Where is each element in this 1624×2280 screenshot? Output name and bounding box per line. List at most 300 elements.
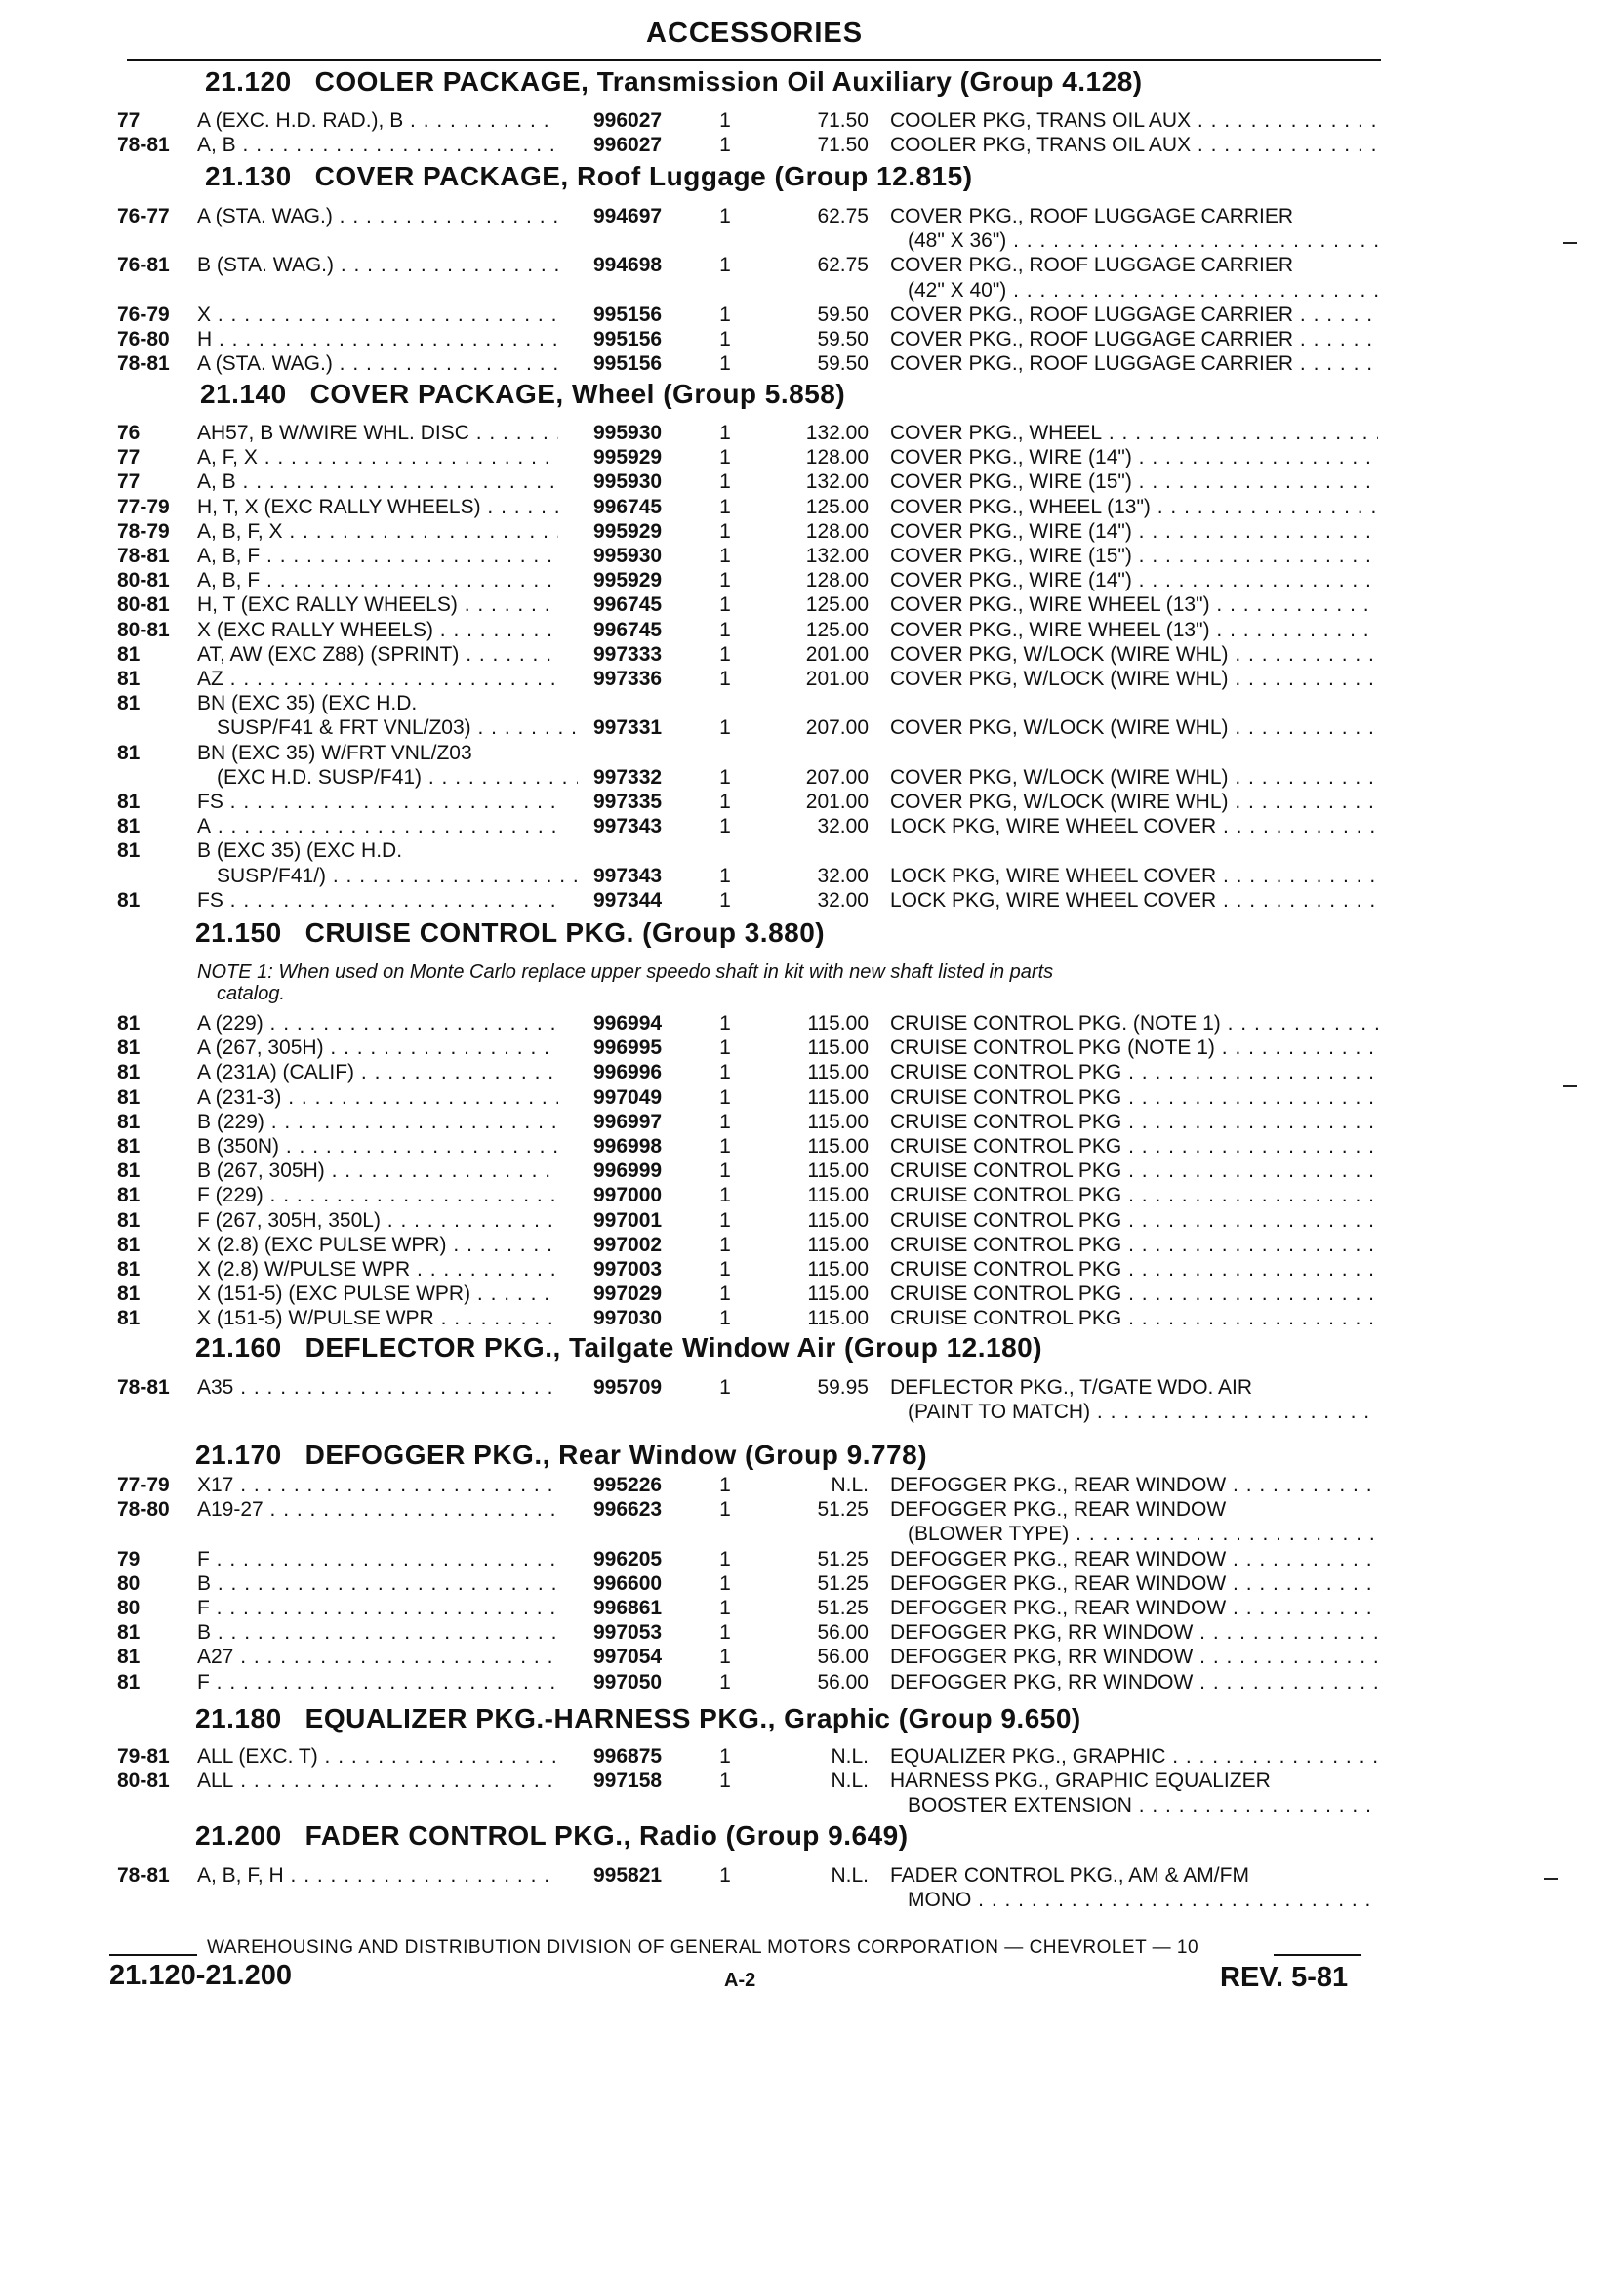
price-cell: N.L. xyxy=(831,1474,869,1496)
years-cell: 81 xyxy=(117,1646,141,1669)
description-cell: CRUISE CONTROL PKG . . . xyxy=(890,1086,1378,1110)
models-cell: F . . . xyxy=(197,1597,558,1620)
section-title xyxy=(195,1820,909,1852)
description-cell: COVER PKG., ROOF LUGGAGE CARRIER xyxy=(890,254,1294,277)
models-cell: X (2.8) W/PULSE WPR . . . xyxy=(197,1258,558,1282)
years-cell: 77 xyxy=(117,446,141,469)
models-cell: H . . . xyxy=(197,328,558,351)
price-cell: 32.00 xyxy=(817,815,869,838)
price-cell: 115.00 xyxy=(807,1037,869,1060)
part-number-cell: 997054 xyxy=(593,1646,663,1669)
price-cell: 128.00 xyxy=(805,446,869,469)
quantity-cell: 1 xyxy=(719,1474,731,1496)
table-row xyxy=(0,1061,1624,1086)
section-number: 21.160 xyxy=(195,1332,282,1363)
years-cell: 80 xyxy=(117,1571,141,1595)
part-number-cell: 996995 xyxy=(593,1037,663,1060)
part-number-cell: 997000 xyxy=(593,1184,663,1207)
models-cell: A, B . . . xyxy=(197,470,558,494)
years-cell: 80-81 xyxy=(117,1770,170,1793)
table-row xyxy=(0,1548,1624,1573)
quantity-cell: 1 xyxy=(719,422,731,444)
description-cell: COVER PKG, W/LOCK (WIRE WHL) . . . xyxy=(890,716,1378,740)
price-cell: N.L. xyxy=(831,1770,869,1793)
models-cell: BN (EXC 35) (EXC H.D. xyxy=(197,692,418,715)
description-cell: COVER PKG., WIRE (15") . . . xyxy=(890,470,1378,494)
description-cell: CRUISE CONTROL PKG . . . xyxy=(890,1111,1378,1134)
margin-mark xyxy=(1563,242,1577,244)
description-cell: DEFOGGER PKG., REAR WINDOW . . . xyxy=(890,1597,1378,1620)
section-heading: DEFOGGER PKG., Rear Window (Group 9.778) xyxy=(304,1440,928,1470)
section-title xyxy=(195,1440,927,1471)
models-cell: B (267, 305H) . . . xyxy=(197,1160,558,1183)
part-number-cell: 996994 xyxy=(593,1012,663,1035)
section-heading: CRUISE CONTROL PKG. (Group 3.880) xyxy=(304,917,826,948)
table-row xyxy=(0,791,1624,816)
part-number-cell: 997331 xyxy=(593,716,663,740)
description-cell-continued: (PAINT TO MATCH) . . . xyxy=(908,1401,1378,1424)
models-cell: BN (EXC 35) W/FRT VNL/Z03 xyxy=(197,741,472,764)
years-cell: 76-77 xyxy=(117,205,170,227)
quantity-cell: 1 xyxy=(719,254,731,277)
price-cell: 51.25 xyxy=(817,1498,869,1522)
table-row xyxy=(0,446,1624,471)
price-cell: 115.00 xyxy=(807,1307,869,1330)
section-title xyxy=(195,917,825,949)
quantity-cell: 1 xyxy=(719,1208,731,1232)
price-cell: 125.00 xyxy=(805,495,869,518)
models-cell: B (350N) . . . xyxy=(197,1135,558,1159)
models-cell: A . . . xyxy=(197,815,558,838)
margin-mark xyxy=(1544,1878,1558,1880)
years-cell: 80-81 xyxy=(117,618,170,641)
table-row xyxy=(0,1184,1624,1209)
years-cell: 81 xyxy=(117,1621,141,1645)
price-cell: 59.50 xyxy=(817,303,869,326)
models-cell: X (151-5) (EXC PULSE WPR) . . . xyxy=(197,1282,558,1306)
quantity-cell: 1 xyxy=(719,1597,731,1619)
years-cell: 81 xyxy=(117,1110,141,1133)
margin-mark xyxy=(1563,1085,1577,1087)
quantity-cell: 1 xyxy=(719,519,731,543)
quantity-cell: 1 xyxy=(719,888,731,912)
years-cell: 81 xyxy=(117,1184,141,1207)
price-cell: 71.50 xyxy=(817,134,869,157)
part-number-cell: 996745 xyxy=(593,593,663,617)
models-cell: A27 . . . xyxy=(197,1646,558,1669)
years-cell: 78-80 xyxy=(117,1498,170,1522)
part-number-cell: 995156 xyxy=(593,328,663,350)
section-heading: FADER CONTROL PKG., Radio (Group 9.649) xyxy=(304,1820,909,1851)
models-cell: A19-27 . . . xyxy=(197,1498,558,1522)
models-cell: A, B, F . . . xyxy=(197,545,558,568)
price-cell: 201.00 xyxy=(805,642,869,666)
section-title xyxy=(205,161,973,192)
table-row xyxy=(0,619,1624,644)
models-cell: F (229) . . . xyxy=(197,1184,558,1207)
part-number-cell: 996745 xyxy=(593,618,663,641)
description-cell: DEFOGGER PKG, RR WINDOW . . . xyxy=(890,1671,1378,1694)
price-cell: 32.00 xyxy=(817,888,869,912)
table-row xyxy=(0,1012,1624,1038)
models-cell-continued: (EXC H.D. SUSP/F41) . . . xyxy=(217,766,578,790)
table-row xyxy=(0,1376,1624,1402)
table-row xyxy=(0,304,1624,329)
years-cell: 81 xyxy=(117,1061,141,1084)
table-row-continued xyxy=(0,1523,1624,1548)
part-number-cell: 997050 xyxy=(593,1670,663,1693)
table-row xyxy=(0,1745,1624,1771)
description-cell: DEFOGGER PKG, RR WINDOW . . . xyxy=(890,1621,1378,1645)
quantity-cell: 1 xyxy=(719,495,731,518)
price-cell: 132.00 xyxy=(805,470,869,494)
description-cell: CRUISE CONTROL PKG . . . xyxy=(890,1282,1378,1306)
models-cell: F . . . xyxy=(197,1671,558,1694)
table-row xyxy=(0,569,1624,594)
models-cell: ALL (EXC. T) . . . xyxy=(197,1745,558,1769)
quantity-cell: 1 xyxy=(719,815,731,838)
part-number-cell: 996861 xyxy=(593,1597,663,1619)
models-cell: FS . . . xyxy=(197,889,558,913)
price-cell: 115.00 xyxy=(807,1135,869,1158)
table-row xyxy=(0,520,1624,546)
years-cell: 81 xyxy=(117,642,141,666)
table-row xyxy=(0,1597,1624,1622)
table-row xyxy=(0,422,1624,447)
table-row xyxy=(0,1258,1624,1283)
quantity-cell: 1 xyxy=(719,446,731,469)
description-cell: CRUISE CONTROL PKG (NOTE 1) . . . xyxy=(890,1037,1378,1060)
quantity-cell: 1 xyxy=(719,205,731,227)
table-row xyxy=(0,815,1624,840)
models-cell: X (151-5) W/PULSE WPR . . . xyxy=(197,1307,558,1330)
description-cell: COVER PKG., WHEEL (13") . . . xyxy=(890,496,1378,519)
table-row xyxy=(0,692,1624,717)
quantity-cell: 1 xyxy=(719,1258,731,1281)
models-cell: A, B, F, H . . . xyxy=(197,1864,558,1888)
price-cell: 51.25 xyxy=(817,1597,869,1619)
models-cell: F . . . xyxy=(197,1548,558,1571)
table-row xyxy=(0,496,1624,521)
table-row xyxy=(0,1282,1624,1308)
section-heading: DEFLECTOR PKG., Tailgate Window Air (Group 12.180) xyxy=(304,1332,1043,1363)
quantity-cell: 1 xyxy=(719,352,731,376)
description-cell: CRUISE CONTROL PKG . . . xyxy=(890,1135,1378,1159)
price-cell: 56.00 xyxy=(817,1621,869,1645)
table-row xyxy=(0,742,1624,767)
price-cell: 115.00 xyxy=(807,1208,869,1232)
description-cell: COVER PKG, W/LOCK (WIRE WHL) . . . xyxy=(890,766,1378,790)
section-title xyxy=(200,379,845,410)
price-cell: 128.00 xyxy=(805,519,869,543)
models-cell: F (267, 305H, 350L) . . . xyxy=(197,1209,558,1233)
years-cell: 81 xyxy=(117,1012,141,1035)
years-cell: 76-79 xyxy=(117,303,170,326)
description-cell: COOLER PKG, TRANS OIL AUX . . . xyxy=(890,134,1378,157)
years-cell: 81 xyxy=(117,1208,141,1232)
quantity-cell: 1 xyxy=(719,1571,731,1595)
section-number: 21.150 xyxy=(195,917,282,948)
table-row-continued xyxy=(0,766,1624,792)
section-heading: COVER PACKAGE, Roof Luggage (Group 12.815) xyxy=(314,161,973,191)
footer-page-number: A-2 xyxy=(724,1970,756,1991)
models-cell: A, B, F . . . xyxy=(197,569,558,592)
price-cell: 56.00 xyxy=(817,1670,869,1693)
part-number-cell: 997344 xyxy=(593,888,663,912)
table-row-continued xyxy=(0,279,1624,305)
quantity-cell: 1 xyxy=(719,1547,731,1570)
part-number-cell: 995156 xyxy=(593,352,663,376)
quantity-cell: 1 xyxy=(719,134,731,157)
part-number-cell: 997002 xyxy=(593,1233,663,1256)
models-cell: B . . . xyxy=(197,1621,558,1645)
quantity-cell: 1 xyxy=(719,1646,731,1669)
models-cell-continued: SUSP/F41 & FRT VNL/Z03) . . . xyxy=(217,716,578,740)
quantity-cell: 1 xyxy=(719,109,731,132)
description-cell: COVER PKG., ROOF LUGGAGE CARRIER . . . xyxy=(890,328,1378,351)
models-cell: H, T, X (EXC RALLY WHEELS) . . . xyxy=(197,496,558,519)
section-title xyxy=(205,66,1143,98)
price-cell: 125.00 xyxy=(805,618,869,641)
part-number-cell: 997030 xyxy=(593,1307,663,1330)
table-row xyxy=(0,1646,1624,1671)
quantity-cell: 1 xyxy=(719,1670,731,1693)
price-cell: 201.00 xyxy=(805,791,869,813)
description-cell: CRUISE CONTROL PKG . . . xyxy=(890,1184,1378,1207)
models-cell: FS . . . xyxy=(197,791,558,814)
section-heading: COOLER PACKAGE, Transmission Oil Auxiliary (Group 4.128) xyxy=(314,66,1143,97)
models-cell: A (EXC. H.D. RAD.), B . . . xyxy=(197,109,558,133)
years-cell: 76-80 xyxy=(117,328,170,350)
part-number-cell: 995930 xyxy=(593,545,663,567)
description-cell: DEFOGGER PKG., REAR WINDOW xyxy=(890,1498,1227,1522)
section-title xyxy=(195,1332,1042,1364)
quantity-cell: 1 xyxy=(719,1110,731,1133)
models-cell: A (231-3) . . . xyxy=(197,1086,558,1110)
section-number: 21.180 xyxy=(195,1703,282,1733)
price-cell: 115.00 xyxy=(807,1233,869,1256)
description-cell: COVER PKG., WIRE WHEEL (13") . . . xyxy=(890,593,1378,617)
price-cell: 51.25 xyxy=(817,1547,869,1570)
years-cell: 81 xyxy=(117,1307,141,1330)
table-row xyxy=(0,352,1624,378)
models-cell: A, F, X . . . xyxy=(197,446,558,469)
description-cell: COVER PKG., ROOF LUGGAGE CARRIER . . . xyxy=(890,304,1378,327)
table-row xyxy=(0,1671,1624,1696)
description-cell-continued: MONO . . . xyxy=(908,1889,1378,1912)
quantity-cell: 1 xyxy=(719,1135,731,1158)
table-row xyxy=(0,1135,1624,1160)
footer-revision: REV. 5-81 xyxy=(1220,1962,1349,1993)
description-cell: DEFOGGER PKG., REAR WINDOW . . . xyxy=(890,1572,1378,1596)
years-cell: 81 xyxy=(117,1282,141,1306)
table-row xyxy=(0,328,1624,353)
quantity-cell: 1 xyxy=(719,593,731,617)
quantity-cell: 1 xyxy=(719,1864,731,1887)
part-number-cell: 995930 xyxy=(593,470,663,494)
description-cell: LOCK PKG, WIRE WHEEL COVER . . . xyxy=(890,865,1378,888)
table-row xyxy=(0,1307,1624,1332)
description-cell-continued: (BLOWER TYPE) . . . xyxy=(908,1523,1378,1546)
description-cell: CRUISE CONTROL PKG . . . xyxy=(890,1160,1378,1183)
table-row xyxy=(0,1474,1624,1499)
price-cell: 125.00 xyxy=(805,593,869,617)
years-cell: 78-81 xyxy=(117,352,170,376)
quantity-cell: 1 xyxy=(719,1037,731,1060)
quantity-cell: 1 xyxy=(719,545,731,567)
years-cell: 81 xyxy=(117,815,141,838)
part-number-cell: 997333 xyxy=(593,642,663,666)
years-cell: 76-81 xyxy=(117,254,170,277)
part-number-cell: 997336 xyxy=(593,668,663,690)
price-cell: 32.00 xyxy=(817,864,869,887)
price-cell: 59.95 xyxy=(817,1376,869,1399)
years-cell: 77-79 xyxy=(117,1474,170,1496)
table-row-continued xyxy=(0,865,1624,890)
part-number-cell: 997332 xyxy=(593,765,663,789)
years-cell: 81 xyxy=(117,839,141,863)
section-note: NOTE 1: When used on Monte Carlo replace upper speedo shaft in kit with new shaft listed in parts xyxy=(197,961,1054,983)
section-number: 21.170 xyxy=(195,1440,282,1470)
part-number-cell: 996999 xyxy=(593,1160,663,1183)
table-row-continued xyxy=(0,1889,1624,1914)
part-number-cell: 995930 xyxy=(593,422,663,444)
description-cell: CRUISE CONTROL PKG . . . xyxy=(890,1258,1378,1282)
description-cell: CRUISE CONTROL PKG . . . xyxy=(890,1307,1378,1330)
part-number-cell: 997029 xyxy=(593,1282,663,1306)
table-row xyxy=(0,1770,1624,1795)
price-cell: 115.00 xyxy=(807,1184,869,1207)
description-cell: COVER PKG., ROOF LUGGAGE CARRIER xyxy=(890,205,1294,227)
price-cell: 115.00 xyxy=(807,1282,869,1306)
years-cell: 79-81 xyxy=(117,1745,170,1768)
description-cell-continued: (48" X 36") . . . xyxy=(908,229,1378,253)
table-row xyxy=(0,668,1624,693)
description-cell: COVER PKG., WHEEL . . . xyxy=(890,422,1378,445)
years-cell: 81 xyxy=(117,1160,141,1183)
section-title xyxy=(195,1703,1081,1734)
table-row xyxy=(0,593,1624,619)
years-cell: 81 xyxy=(117,1258,141,1281)
part-number-cell: 994697 xyxy=(593,205,663,227)
models-cell: A, B . . . xyxy=(197,134,558,157)
table-row xyxy=(0,1037,1624,1062)
part-number-cell: 995821 xyxy=(593,1864,663,1887)
part-number-cell: 995929 xyxy=(593,519,663,543)
description-cell: COOLER PKG, TRANS OIL AUX . . . xyxy=(890,109,1378,133)
price-cell: 201.00 xyxy=(805,668,869,690)
table-row xyxy=(0,643,1624,669)
section-number: 21.130 xyxy=(205,161,292,191)
quantity-cell: 1 xyxy=(719,328,731,350)
part-number-cell: 996623 xyxy=(593,1498,663,1522)
footer-rule-left xyxy=(109,1954,197,1956)
models-cell: X17 . . . xyxy=(197,1474,558,1497)
description-cell: COVER PKG., WIRE (15") . . . xyxy=(890,545,1378,568)
part-number-cell: 995226 xyxy=(593,1474,663,1496)
years-cell: 81 xyxy=(117,888,141,912)
quantity-cell: 1 xyxy=(719,618,731,641)
part-number-cell: 996600 xyxy=(593,1571,663,1595)
years-cell: 81 xyxy=(117,1233,141,1256)
models-cell: AZ . . . xyxy=(197,668,558,691)
years-cell: 78-81 xyxy=(117,134,170,157)
price-cell: 59.50 xyxy=(817,328,869,350)
part-number-cell: 996996 xyxy=(593,1061,663,1084)
table-row xyxy=(0,470,1624,496)
models-cell: B . . . xyxy=(197,1572,558,1596)
table-row xyxy=(0,254,1624,279)
years-cell: 77-79 xyxy=(117,495,170,518)
description-cell: DEFOGGER PKG., REAR WINDOW . . . xyxy=(890,1548,1378,1571)
table-row xyxy=(0,1621,1624,1647)
quantity-cell: 1 xyxy=(719,1745,731,1768)
price-cell: 207.00 xyxy=(805,716,869,740)
years-cell: 78-81 xyxy=(117,545,170,567)
description-cell: COVER PKG., WIRE (14") . . . xyxy=(890,569,1378,592)
models-cell: X . . . xyxy=(197,304,558,327)
page-header: ACCESSORIES xyxy=(646,18,864,49)
table-row xyxy=(0,1209,1624,1235)
section-number: 21.120 xyxy=(205,66,292,97)
years-cell: 81 xyxy=(117,1085,141,1109)
price-cell: 56.00 xyxy=(817,1646,869,1669)
description-cell: DEFOGGER PKG., REAR WINDOW . . . xyxy=(890,1474,1378,1497)
description-cell: COVER PKG., WIRE (14") . . . xyxy=(890,446,1378,469)
description-cell: CRUISE CONTROL PKG . . . xyxy=(890,1209,1378,1233)
part-number-cell: 997343 xyxy=(593,815,663,838)
part-number-cell: 997053 xyxy=(593,1621,663,1645)
price-cell: 62.75 xyxy=(817,254,869,277)
quantity-cell: 1 xyxy=(719,1061,731,1084)
table-row xyxy=(0,205,1624,230)
quantity-cell: 1 xyxy=(719,1376,731,1399)
part-number-cell: 995156 xyxy=(593,303,663,326)
price-cell: 115.00 xyxy=(807,1061,869,1084)
description-cell: LOCK PKG, WIRE WHEEL COVER . . . xyxy=(890,889,1378,913)
models-cell: B (STA. WAG.) . . . xyxy=(197,254,558,277)
models-cell: B (229) . . . xyxy=(197,1111,558,1134)
description-cell-continued: (42" X 40") . . . xyxy=(908,279,1378,303)
part-number-cell: 997158 xyxy=(593,1770,663,1793)
quantity-cell: 1 xyxy=(719,1012,731,1035)
header-rule xyxy=(127,59,1381,61)
models-cell: A (229) . . . xyxy=(197,1012,558,1036)
table-row xyxy=(0,1864,1624,1890)
models-cell: A (267, 305H) . . . xyxy=(197,1037,558,1060)
description-cell: EQUALIZER PKG., GRAPHIC . . . xyxy=(890,1745,1378,1769)
table-row xyxy=(0,1498,1624,1524)
quantity-cell: 1 xyxy=(719,1770,731,1793)
part-number-cell: 996205 xyxy=(593,1547,663,1570)
part-number-cell: 995929 xyxy=(593,569,663,592)
price-cell: 132.00 xyxy=(805,545,869,567)
table-row xyxy=(0,889,1624,915)
part-number-cell: 997001 xyxy=(593,1208,663,1232)
quantity-cell: 1 xyxy=(719,1184,731,1207)
models-cell-continued: SUSP/F41/) . . . xyxy=(217,865,578,888)
quantity-cell: 1 xyxy=(719,470,731,494)
price-cell: 132.00 xyxy=(805,422,869,444)
years-cell: 81 xyxy=(117,668,141,690)
models-cell: X (EXC RALLY WHEELS) . . . xyxy=(197,619,558,642)
models-cell: AH57, B W/WIRE WHL. DISC . . . xyxy=(197,422,558,445)
quantity-cell: 1 xyxy=(719,1307,731,1330)
years-cell: 78-81 xyxy=(117,1864,170,1887)
quantity-cell: 1 xyxy=(719,864,731,887)
years-cell: 81 xyxy=(117,1670,141,1693)
part-number-cell: 997335 xyxy=(593,791,663,813)
